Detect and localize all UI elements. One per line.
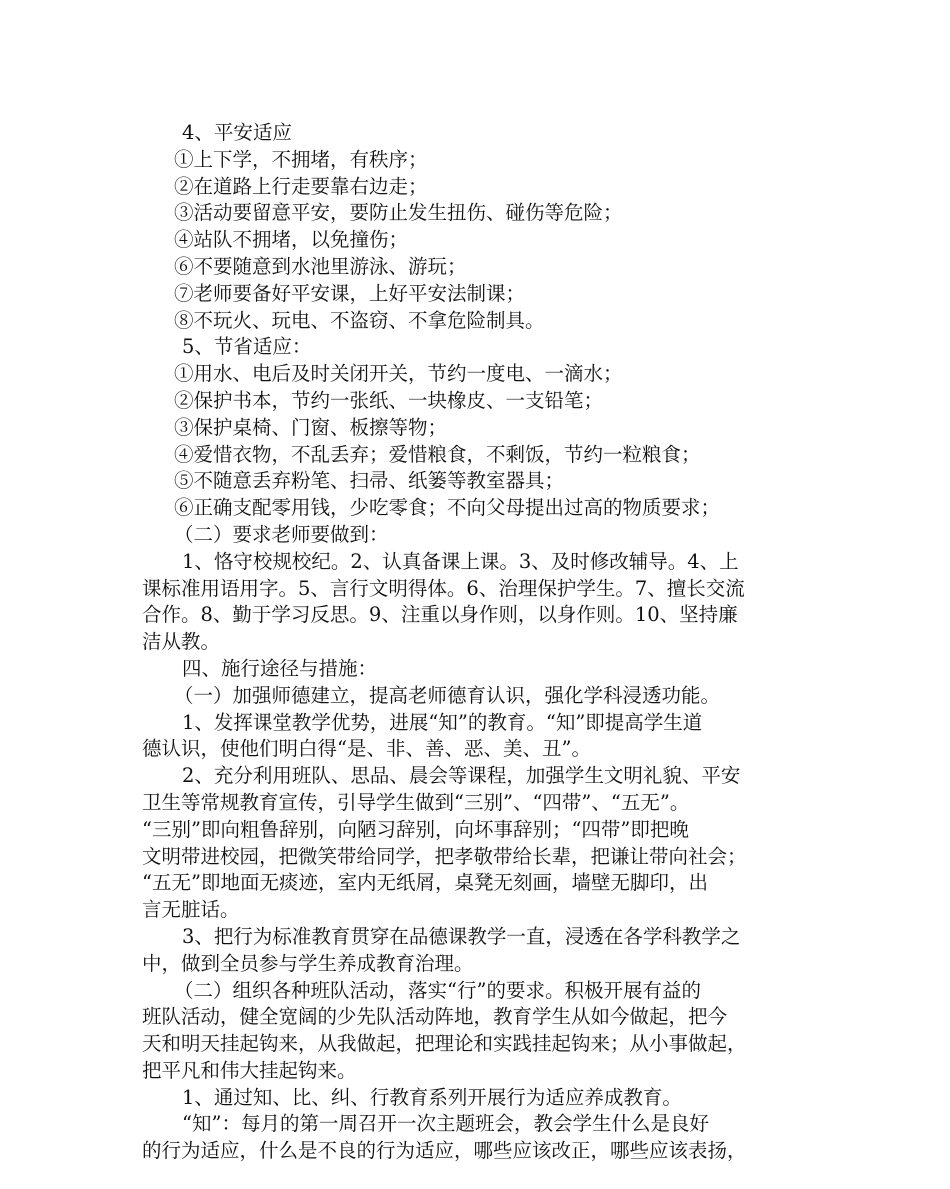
list-item: ④站队不拥堵，以免撞伤； <box>174 228 409 252</box>
paragraph-line: （二）组织各种班队活动，落实“行”的要求。积极开展有益的 <box>174 978 701 1002</box>
section-heading-teacher-requirements: （二）要求老师要做到： <box>174 522 389 546</box>
paragraph-line: 合作。8、勤于学习反思。9、注重以身作则，以身作则。10、坚持廉 <box>142 603 738 627</box>
list-item: ⑦老师要备好平安课，上好平安法制课； <box>174 281 526 305</box>
paragraph-line: 2、充分利用班队、思品、晨会等课程，加强学生文明礼貌、平安 <box>182 764 741 788</box>
list-item: ②在道路上行走要靠右边走； <box>174 174 428 198</box>
paragraph-line: “三别”即向粗鲁辞别，向陋习辞别，向坏事辞别；“四带”即把晚 <box>142 817 689 841</box>
list-item: ⑥正确支配零用钱，少吃零食；不向父母提出过高的物质要求； <box>174 496 721 520</box>
list-item: ①上下学，不拥堵，有秩序； <box>174 147 428 171</box>
list-item: ⑥不要随意到水池里游泳、游玩； <box>174 254 467 278</box>
list-item: ②保护书本，节约一张纸、一块橡皮、一支铅笔； <box>174 388 604 412</box>
paragraph-line: 班队活动，健全宽阔的少先队活动阵地，教育学生从如今做起，把今 <box>142 1005 728 1029</box>
paragraph-line: 1、通过知、比、纠、行教育系列开展行为适应养成教育。 <box>182 1085 682 1109</box>
paragraph-line: 3、把行为标准教育贯穿在品德课教学一直，浸透在各学科教学之 <box>182 924 741 948</box>
paragraph-line: 卫生等常规教育宣传，引导学生做到“三别”、“四带”、“五无”。 <box>142 790 690 814</box>
paragraph-line: 把平凡和伟大挂起钩来。 <box>142 1058 357 1082</box>
paragraph-line: 文明带进校园，把微笑带给同学，把孝敬带给长辈，把谦让带向社会； <box>142 844 747 868</box>
section-heading-saving-habits: 5、节省适应： <box>182 335 312 359</box>
paragraph-line: 的行为适应，什么是不良的行为适应，哪些应该改正，哪些应该表扬， <box>142 1139 747 1163</box>
section-heading-implementation: 四、施行途径与措施： <box>182 656 378 680</box>
list-item: ①用水、电后及时关闭开关，节约一度电、一滴水； <box>174 362 623 386</box>
list-item: ⑧不玩火、玩电、不盗窃、不拿危险制具。 <box>174 308 545 332</box>
document-body <box>142 120 810 1165</box>
paragraph-line: 天和明天挂起钩来，从我做起，把理论和实践挂起钩来；从小事做起， <box>142 1032 747 1056</box>
paragraph-line: 课标准用语用字。5、言行文明得体。6、治理保护学生。7、擅长交流 <box>142 576 745 600</box>
paragraph-line: “五无”即地面无痰迹，室内无纸屑，桌凳无刻画，墙壁无脚印，出 <box>142 871 708 895</box>
paragraph-line: 1、发挥课堂教学优势，进展“知”的教育。“知”即提高学生道 <box>182 710 703 734</box>
list-item: ⑤不随意丢弃粉笔、扫帚、纸篓等教室器具； <box>174 469 565 493</box>
paragraph-line: 中，做到全员参与学生养成教育治理。 <box>142 951 474 975</box>
paragraph-line: 1、恪守校规校纪。2、认真备课上课。3、及时修改辅导。4、上 <box>182 549 739 573</box>
section-heading-safety-habits: 4、平安适应 <box>182 121 292 144</box>
paragraph-line: 言无脏话。 <box>142 898 240 922</box>
list-item: ③活动要留意平安，要防止发生扭伤、碰伤等危险； <box>174 201 623 225</box>
paragraph-line: 洁从教。 <box>142 630 221 654</box>
list-item: ③保护桌椅、门窗、板擦等物； <box>174 415 448 439</box>
paragraph-line: 德认识，使他们明白得“是、非、善、恶、美、丑”。 <box>142 737 591 761</box>
subsection-heading: （一）加强师德建立，提高老师德育认识，强化学科浸透功能。 <box>174 683 721 707</box>
list-item: ④爱惜衣物，不乱丢弃；爱惜粮食，不剩饭，节约一粒粮食； <box>174 442 701 466</box>
paragraph-line: “知”：每月的第一周召开一次主题班会，教会学生什么是良好 <box>182 1112 709 1136</box>
